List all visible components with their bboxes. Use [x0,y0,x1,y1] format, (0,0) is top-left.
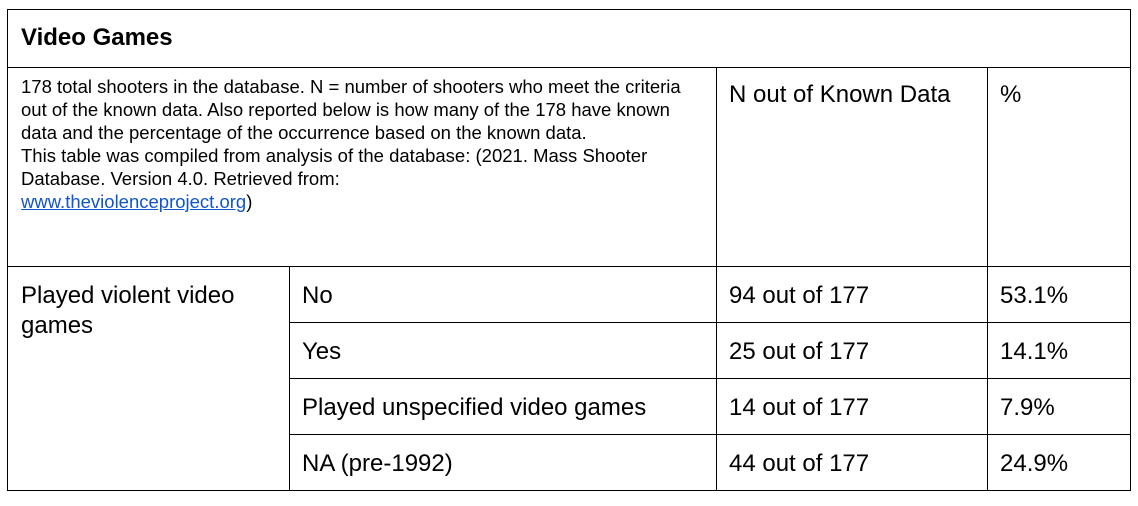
row-label-cell [290,435,717,491]
percent-header-cell [988,68,1131,267]
row-label-cell [290,323,717,379]
row-label-cell [290,267,717,323]
row-n-cell [717,435,988,491]
table-row [8,267,1131,323]
row-n-value: 25 out of 177 [729,338,870,365]
n-known-header-cell [717,68,988,267]
row-percent-value: 24.9% [1000,450,1069,477]
row-label: Played unspecified video games [302,394,647,421]
row-label: Yes [302,338,342,365]
row-percent-value: 7.9% [1000,394,1055,421]
category-label: Played violent video games [21,282,235,339]
row-n-value: 14 out of 177 [729,394,870,421]
row-n-value: 94 out of 177 [729,282,870,309]
video-games-table [7,9,1131,491]
row-n-cell [717,267,988,323]
row-percent-cell [988,435,1131,491]
percent-header: % [1000,81,1022,108]
row-percent-cell [988,267,1131,323]
row-percent-value: 53.1% [1000,282,1069,309]
row-percent-cell [988,379,1131,435]
n-known-header: N out of Known Data [729,81,951,108]
description-cell [8,68,717,267]
row-label-cell [290,379,717,435]
source-link[interactable]: www.theviolenceproject.org [21,191,247,212]
title-row [8,10,1131,68]
description-closing: ) [246,191,253,212]
header-row [8,68,1131,267]
row-percent-value: 14.1% [1000,338,1069,365]
title-cell [8,10,1131,68]
row-n-cell [717,323,988,379]
description-intro: 178 total shooters in the database. N = number of shooters who meet the criteria out of the known data. Also reported below is how many of the 178 have known data and the percentage of the occurrence based on the known data. [21,76,681,143]
table-title: Video Games [21,24,173,51]
row-n-cell [717,379,988,435]
category-cell [8,267,290,491]
description-source: This table was compiled from analysis of the database: (2021. Mass Shooter Database. Version 4.0. Retrieved from: [21,145,648,189]
row-label: No [302,282,333,309]
row-percent-cell [988,323,1131,379]
row-n-value: 44 out of 177 [729,450,870,477]
row-label: NA (pre-1992) [302,450,453,477]
description [8,68,716,213]
